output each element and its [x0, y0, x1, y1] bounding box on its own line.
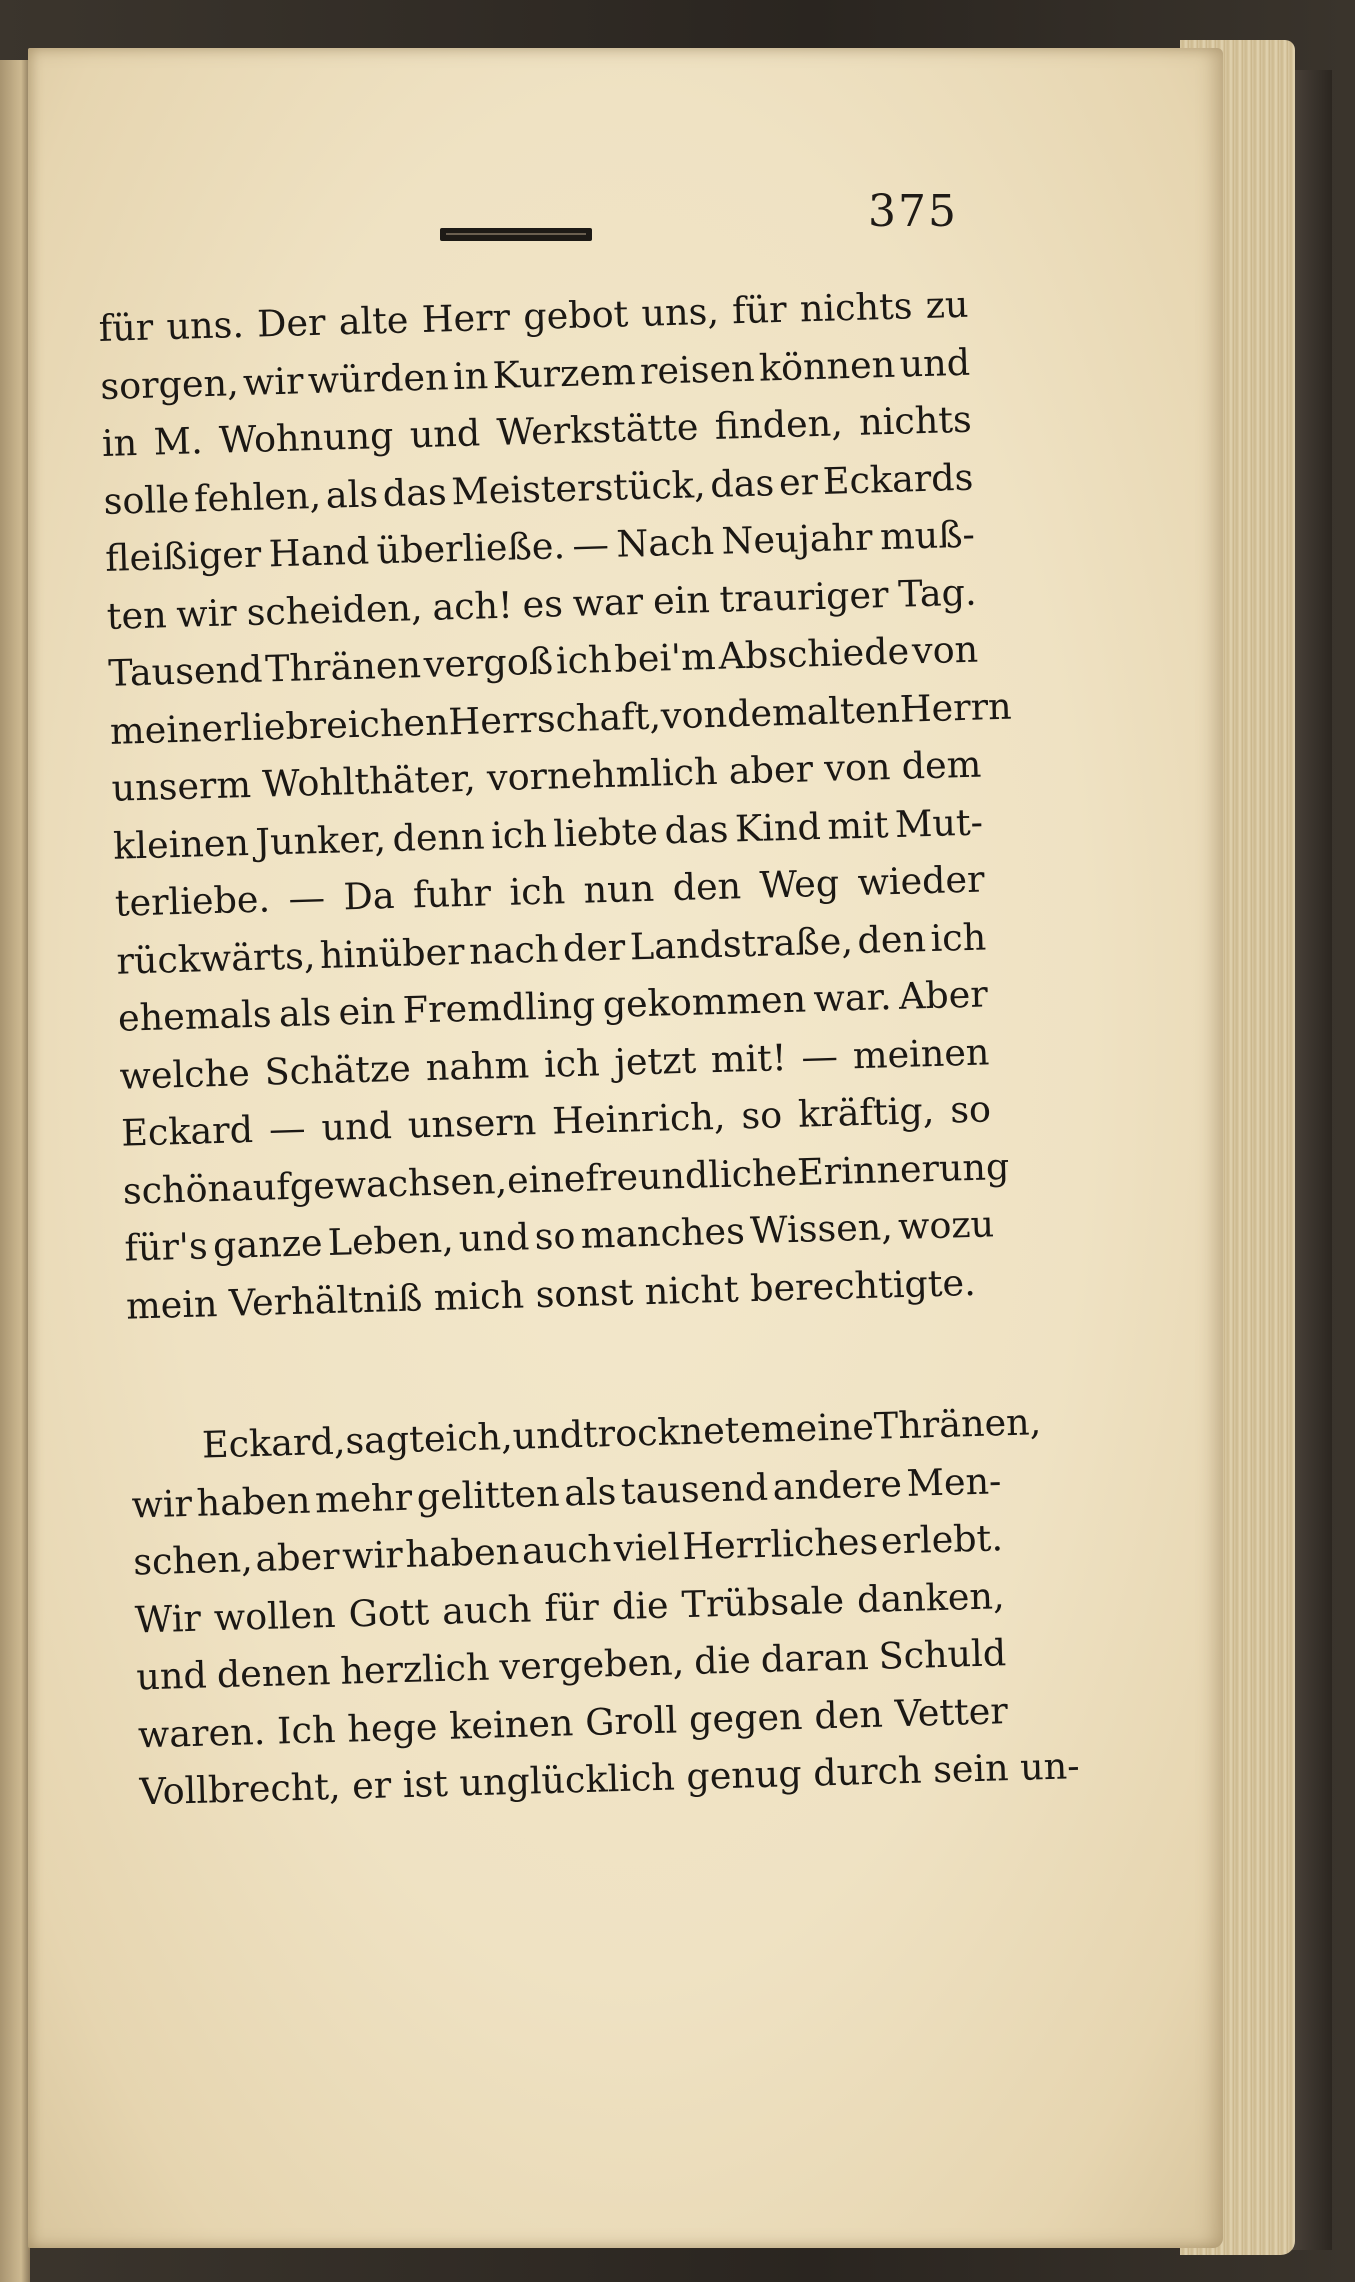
text-line: Vollbrecht, er ist unglücklich genug durch sein un-	[139, 1744, 1081, 1814]
text-line: terliebe. — Da fuhr ich nun den Weg wieder	[114, 857, 986, 925]
text-line: wir haben mehr gelitten als tausend andere Men-	[131, 1458, 1002, 1527]
text-line: unserm Wohlthäter, vornehmlich aber von dem	[111, 742, 982, 810]
text-line: fleißiger Hand überließe. — Nach Neujahr muß-	[104, 512, 976, 580]
text-line: solle fehlen, als das Meisterstück, das er Eckards	[103, 455, 974, 523]
body-text	[98, 275, 1081, 1820]
text-line: welche Schätze nahm ich jetzt mit! — meinen	[119, 1029, 990, 1098]
text-line: für's ganze Leben, und so manches Wissen, wozu	[123, 1202, 995, 1270]
text-line: Eckard, sagte ich, und trocknete meine Thränen,	[201, 1400, 1042, 1467]
text-line: Eckard — und unsern Heinrich, so kräftig, so	[120, 1087, 992, 1155]
text-line: für uns. Der alte Herr gebot uns, für nichts zu	[98, 282, 970, 350]
text-line: ten wir scheiden, ach! es war ein trauriger Tag.	[106, 570, 978, 638]
text-line: sorgen, wir würden in Kurzem reisen können und	[99, 340, 971, 408]
text-line: und denen herzlich vergeben, die daran Schuld	[135, 1631, 1007, 1699]
text-line: mein Verhältniß mich sonst nicht berechtigte.	[125, 1260, 977, 1328]
text-line: schen, aber wir haben auch viel Herrliches erlebt.	[132, 1516, 1004, 1584]
text-line: ehemals als ein Fremdling gekommen war. Aber	[117, 972, 989, 1040]
text-line: waren. Ich hege keinen Groll gegen den Vetter	[137, 1688, 1009, 1756]
text-line: kleinen Junker, denn ich liebte das Kind mit Mut-	[112, 800, 984, 868]
header-ornament-rule	[440, 228, 592, 241]
text-line: Tausend Thränen vergoß ich bei'm Abschiede von	[107, 627, 979, 695]
text-line: in M. Wohnung und Werkstätte finden, nichts	[101, 397, 973, 465]
previous-page-edge	[0, 60, 30, 2282]
page-number: 375	[868, 186, 958, 237]
text-line: rückwärts, hinüber nach der Landstraße, den ich	[115, 914, 987, 983]
text-line: schön aufgewachsen, eine freundliche Erinnerung	[122, 1144, 1010, 1213]
binding-shadow	[1292, 70, 1332, 2250]
text-line: meiner liebreichen Herrschaft, von dem alten Herrn	[109, 684, 1013, 753]
text-line: Wir wollen Gott auch für die Trübsale danken,	[134, 1573, 1006, 1641]
